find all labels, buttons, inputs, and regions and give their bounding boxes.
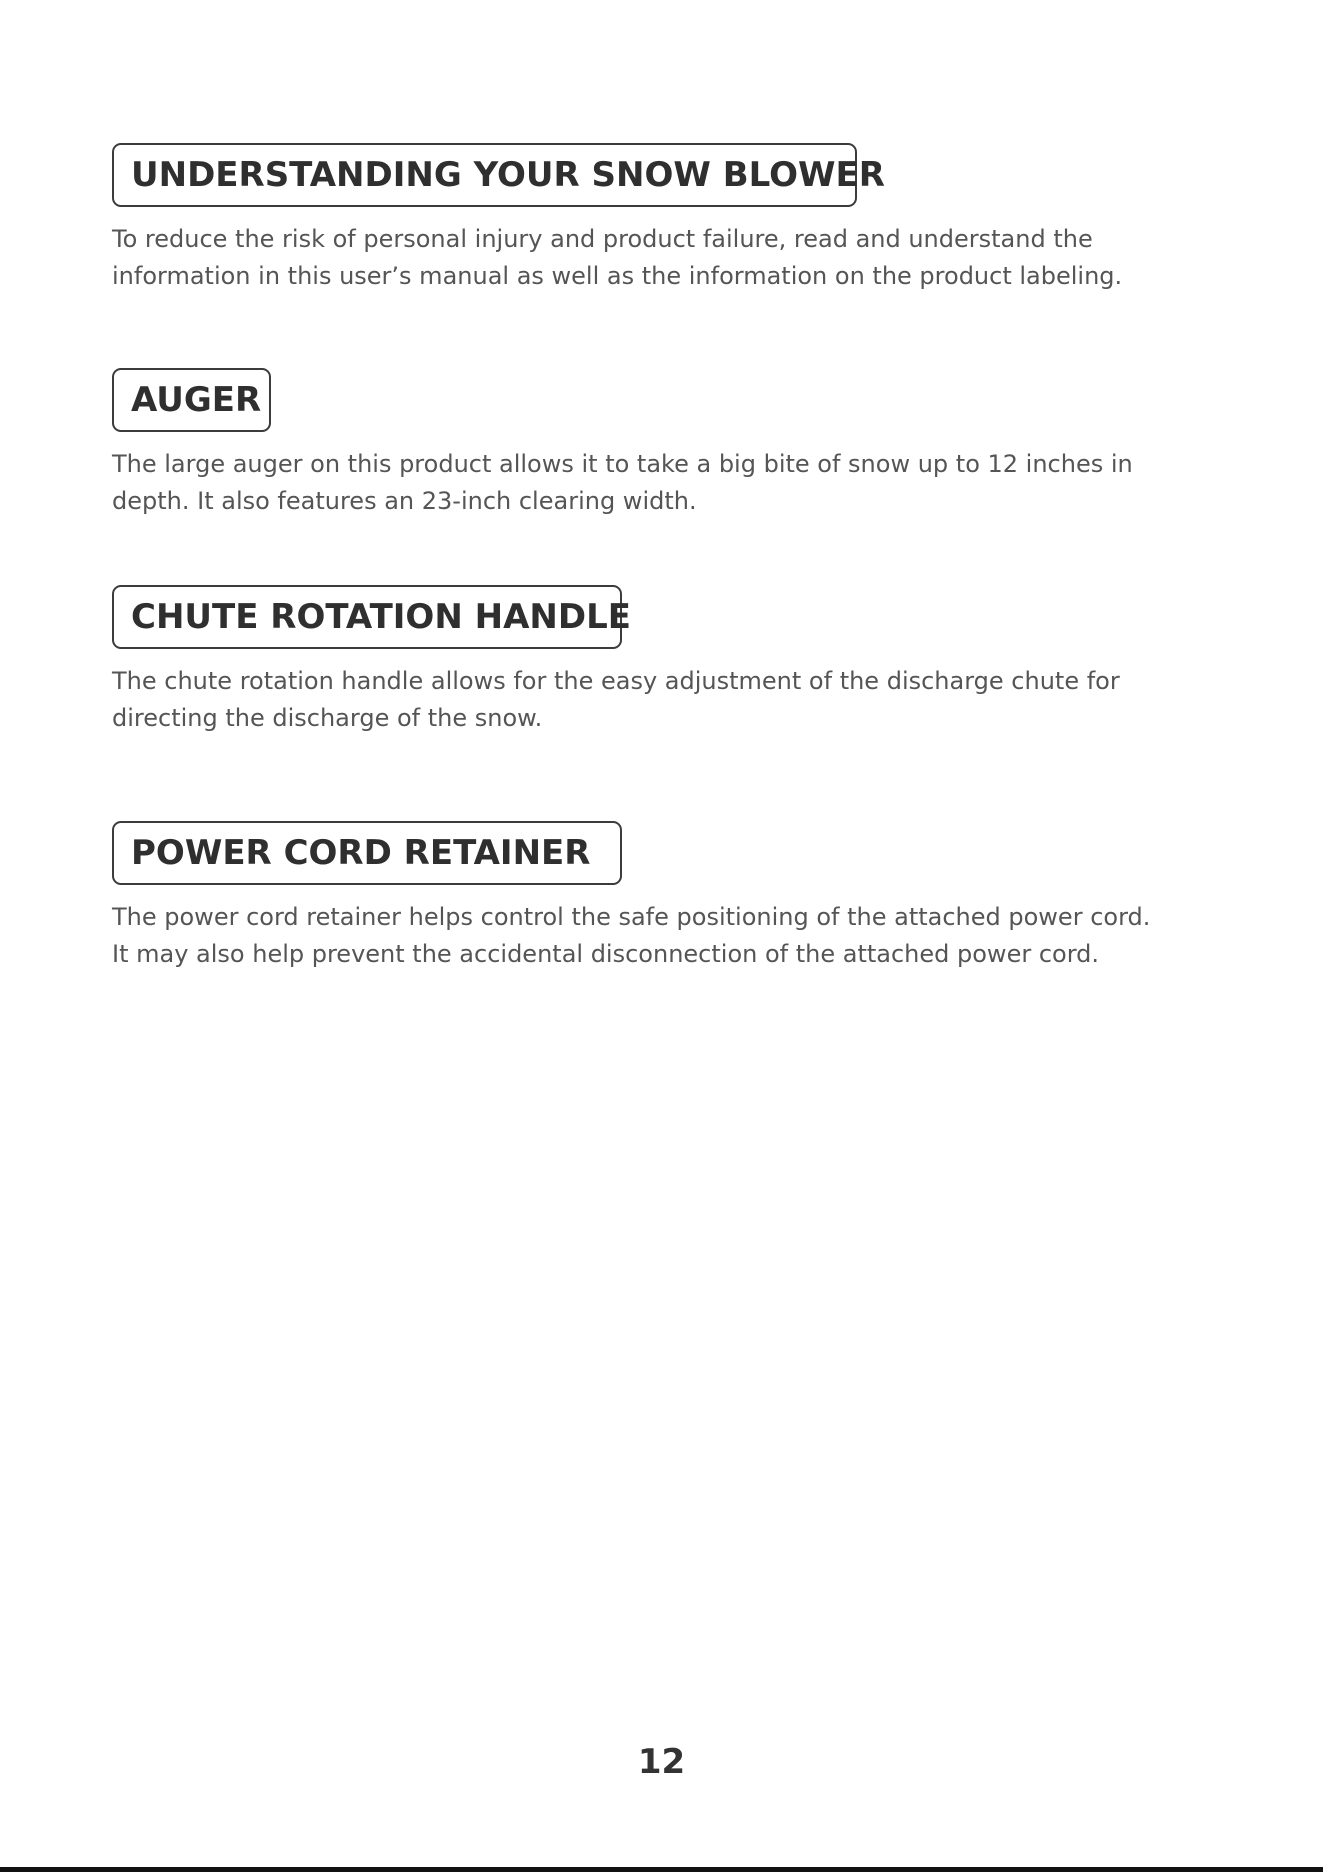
body-line: information in this user’s manual as well as the information on the product labeling. — [112, 262, 1123, 290]
section-heading: AUGER — [112, 368, 271, 432]
section-heading: CHUTE ROTATION HANDLE — [112, 585, 622, 649]
section-heading: POWER CORD RETAINER — [112, 821, 622, 885]
section-power-cord-retainer — [112, 821, 1222, 973]
body-line: The power cord retainer helps control the safe positioning of the attached power cord. — [112, 903, 1151, 931]
section-chute-rotation-handle — [112, 585, 1222, 737]
section-heading: UNDERSTANDING YOUR SNOW BLOWER — [112, 143, 857, 207]
body-line: directing the discharge of the snow. — [112, 704, 543, 732]
body-line: The large auger on this product allows it to take a big bite of snow up to 12 inches in — [112, 450, 1133, 478]
section-understanding-snow-blower — [112, 143, 1222, 295]
section-body — [112, 221, 1222, 295]
section-body — [112, 663, 1222, 737]
section-auger — [112, 368, 1222, 520]
body-line: depth. It also features an 23-inch clearing width. — [112, 487, 697, 515]
section-body — [112, 899, 1222, 973]
body-line: To reduce the risk of personal injury and product failure, read and understand the — [112, 225, 1093, 253]
page-number: 12 — [637, 1742, 686, 1782]
body-line: It may also help prevent the accidental disconnection of the attached power cord. — [112, 940, 1100, 968]
section-body — [112, 446, 1222, 520]
body-line: The chute rotation handle allows for the easy adjustment of the discharge chute for — [112, 667, 1120, 695]
bottom-rule — [0, 1867, 1323, 1872]
